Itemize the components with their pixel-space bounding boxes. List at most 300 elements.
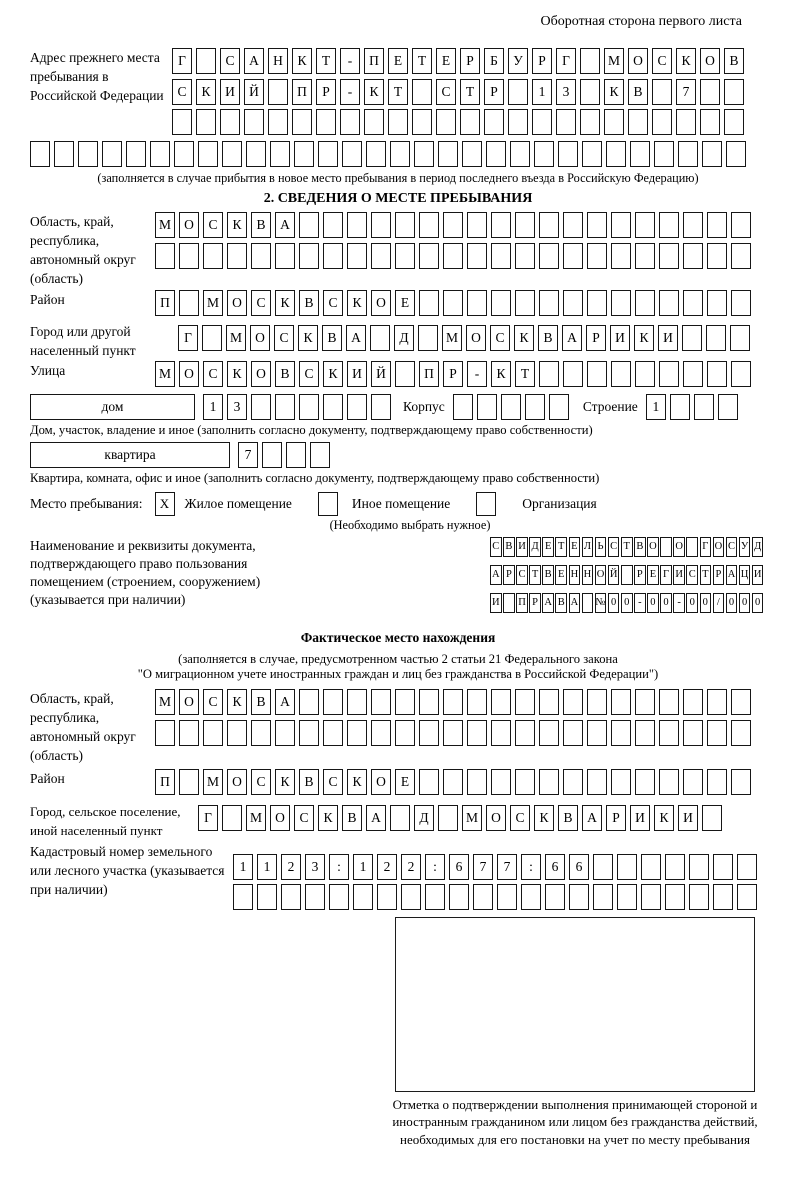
- char-cell[interactable]: К: [275, 290, 295, 316]
- char-cell[interactable]: [425, 884, 445, 910]
- char-cell[interactable]: 6: [545, 854, 565, 880]
- char-cell[interactable]: [515, 689, 535, 715]
- char-cell[interactable]: [694, 394, 714, 420]
- char-cell[interactable]: [460, 109, 480, 135]
- char-cell[interactable]: [707, 290, 727, 316]
- char-cell[interactable]: :: [521, 854, 541, 880]
- char-cell[interactable]: В: [251, 212, 271, 238]
- char-cell[interactable]: Л: [582, 537, 594, 557]
- char-cell[interactable]: [370, 325, 390, 351]
- char-cell[interactable]: Д: [414, 805, 434, 831]
- char-cell[interactable]: В: [538, 325, 558, 351]
- char-cell[interactable]: [371, 720, 391, 746]
- char-cell[interactable]: С: [251, 290, 271, 316]
- char-cell[interactable]: [604, 109, 624, 135]
- char-cell[interactable]: Р: [634, 565, 646, 585]
- char-cell[interactable]: В: [251, 689, 271, 715]
- char-cell[interactable]: С: [203, 212, 223, 238]
- char-cell[interactable]: [299, 212, 319, 238]
- char-cell[interactable]: С: [203, 689, 223, 715]
- char-cell[interactable]: №: [595, 593, 607, 613]
- char-cell[interactable]: [731, 689, 751, 715]
- char-cell[interactable]: Р: [586, 325, 606, 351]
- char-cell[interactable]: 0: [726, 593, 738, 613]
- char-cell[interactable]: С: [220, 48, 240, 74]
- char-cell[interactable]: [155, 243, 175, 269]
- char-cell[interactable]: [539, 689, 559, 715]
- char-cell[interactable]: И: [610, 325, 630, 351]
- char-cell[interactable]: С: [608, 537, 620, 557]
- char-cell[interactable]: М: [155, 361, 175, 387]
- char-cell[interactable]: -: [634, 593, 646, 613]
- char-cell[interactable]: [102, 141, 122, 167]
- char-cell[interactable]: [683, 769, 703, 795]
- char-cell[interactable]: К: [227, 361, 247, 387]
- char-cell[interactable]: [371, 243, 391, 269]
- char-cell[interactable]: [549, 394, 569, 420]
- char-cell[interactable]: [539, 212, 559, 238]
- char-cell[interactable]: [569, 884, 589, 910]
- char-cell[interactable]: К: [275, 769, 295, 795]
- char-cell[interactable]: [329, 884, 349, 910]
- char-cell[interactable]: И: [678, 805, 698, 831]
- char-cell[interactable]: Р: [443, 361, 463, 387]
- char-cell[interactable]: [275, 720, 295, 746]
- char-cell[interactable]: [539, 290, 559, 316]
- char-cell[interactable]: [731, 212, 751, 238]
- char-cell[interactable]: [323, 243, 343, 269]
- char-cell[interactable]: М: [226, 325, 246, 351]
- char-cell[interactable]: С: [726, 537, 738, 557]
- char-cell[interactable]: 7: [676, 79, 696, 105]
- char-cell[interactable]: [419, 769, 439, 795]
- char-cell[interactable]: [731, 290, 751, 316]
- char-cell[interactable]: [179, 720, 199, 746]
- char-cell[interactable]: [246, 141, 266, 167]
- char-cell[interactable]: А: [726, 565, 738, 585]
- cadastral-row-2[interactable]: [233, 884, 757, 910]
- char-cell[interactable]: 7: [238, 442, 258, 468]
- char-cell[interactable]: [659, 769, 679, 795]
- char-cell[interactable]: [203, 720, 223, 746]
- char-cell[interactable]: [563, 720, 583, 746]
- char-cell[interactable]: :: [329, 854, 349, 880]
- char-cell[interactable]: К: [364, 79, 384, 105]
- char-cell[interactable]: П: [364, 48, 384, 74]
- char-cell[interactable]: [593, 854, 613, 880]
- char-cell[interactable]: С: [323, 290, 343, 316]
- char-cell[interactable]: [257, 884, 277, 910]
- char-cell[interactable]: А: [490, 565, 502, 585]
- char-cell[interactable]: [737, 854, 757, 880]
- char-cell[interactable]: Т: [515, 361, 535, 387]
- char-cell[interactable]: [556, 109, 576, 135]
- char-cell[interactable]: С: [294, 805, 314, 831]
- char-cell[interactable]: [462, 141, 482, 167]
- char-cell[interactable]: П: [292, 79, 312, 105]
- char-cell[interactable]: [539, 769, 559, 795]
- char-cell[interactable]: 0: [660, 593, 672, 613]
- char-cell[interactable]: [227, 720, 247, 746]
- char-cell[interactable]: И: [490, 593, 502, 613]
- char-cell[interactable]: [484, 109, 504, 135]
- char-cell[interactable]: [299, 720, 319, 746]
- char-cell[interactable]: [731, 720, 751, 746]
- char-cell[interactable]: Н: [569, 565, 581, 585]
- char-cell[interactable]: Т: [388, 79, 408, 105]
- char-cell[interactable]: [491, 243, 511, 269]
- char-cell[interactable]: [683, 361, 703, 387]
- prev-address-row-2[interactable]: [172, 79, 766, 105]
- char-cell[interactable]: Й: [371, 361, 391, 387]
- actual-district-row[interactable]: [155, 769, 751, 795]
- char-cell[interactable]: [724, 79, 744, 105]
- char-cell[interactable]: П: [419, 361, 439, 387]
- char-cell[interactable]: [418, 325, 438, 351]
- char-cell[interactable]: [347, 212, 367, 238]
- char-cell[interactable]: Б: [484, 48, 504, 74]
- actual-city-row[interactable]: [198, 805, 722, 836]
- char-cell[interactable]: Е: [388, 48, 408, 74]
- char-cell[interactable]: 2: [377, 854, 397, 880]
- char-cell[interactable]: -: [467, 361, 487, 387]
- char-cell[interactable]: О: [371, 769, 391, 795]
- char-cell[interactable]: [689, 854, 709, 880]
- char-cell[interactable]: К: [318, 805, 338, 831]
- char-cell[interactable]: П: [155, 290, 175, 316]
- char-cell[interactable]: [310, 442, 330, 468]
- char-cell[interactable]: [222, 805, 242, 831]
- char-cell[interactable]: П: [516, 593, 528, 613]
- char-cell[interactable]: [635, 720, 655, 746]
- char-cell[interactable]: [453, 394, 473, 420]
- char-cell[interactable]: [150, 141, 170, 167]
- char-cell[interactable]: А: [275, 212, 295, 238]
- char-cell[interactable]: [262, 442, 282, 468]
- char-cell[interactable]: [587, 290, 607, 316]
- char-cell[interactable]: [371, 212, 391, 238]
- char-cell[interactable]: [515, 212, 535, 238]
- char-cell[interactable]: О: [227, 290, 247, 316]
- char-cell[interactable]: [659, 243, 679, 269]
- char-cell[interactable]: 6: [449, 854, 469, 880]
- char-cell[interactable]: [78, 141, 98, 167]
- char-cell[interactable]: И: [347, 361, 367, 387]
- char-cell[interactable]: [473, 884, 493, 910]
- char-cell[interactable]: Т: [700, 565, 712, 585]
- char-cell[interactable]: Г: [178, 325, 198, 351]
- char-cell[interactable]: [366, 141, 386, 167]
- char-cell[interactable]: Е: [542, 537, 554, 557]
- char-cell[interactable]: [713, 854, 733, 880]
- char-cell[interactable]: [202, 325, 222, 351]
- char-cell[interactable]: [443, 212, 463, 238]
- char-cell[interactable]: К: [676, 48, 696, 74]
- char-cell[interactable]: [179, 290, 199, 316]
- char-cell[interactable]: А: [569, 593, 581, 613]
- char-cell[interactable]: И: [658, 325, 678, 351]
- char-cell[interactable]: [611, 212, 631, 238]
- char-cell[interactable]: [268, 109, 288, 135]
- char-cell[interactable]: О: [628, 48, 648, 74]
- char-cell[interactable]: К: [292, 48, 312, 74]
- char-cell[interactable]: Р: [484, 79, 504, 105]
- char-cell[interactable]: Т: [621, 537, 633, 557]
- char-cell[interactable]: [486, 141, 506, 167]
- char-cell[interactable]: [676, 109, 696, 135]
- char-cell[interactable]: [521, 884, 541, 910]
- char-cell[interactable]: 2: [401, 854, 421, 880]
- char-cell[interactable]: С: [203, 361, 223, 387]
- char-cell[interactable]: [323, 689, 343, 715]
- char-cell[interactable]: [443, 243, 463, 269]
- char-cell[interactable]: 0: [647, 593, 659, 613]
- char-cell[interactable]: [275, 394, 295, 420]
- char-cell[interactable]: [347, 243, 367, 269]
- char-cell[interactable]: С: [323, 769, 343, 795]
- char-cell[interactable]: [395, 689, 415, 715]
- char-cell[interactable]: [700, 79, 720, 105]
- char-cell[interactable]: [654, 141, 674, 167]
- char-cell[interactable]: [395, 720, 415, 746]
- char-cell[interactable]: [347, 720, 367, 746]
- char-cell[interactable]: [443, 769, 463, 795]
- char-cell[interactable]: [251, 394, 271, 420]
- char-cell[interactable]: [467, 689, 487, 715]
- char-cell[interactable]: [294, 141, 314, 167]
- char-cell[interactable]: М: [203, 290, 223, 316]
- char-cell[interactable]: 6: [569, 854, 589, 880]
- char-cell[interactable]: С: [510, 805, 530, 831]
- char-cell[interactable]: В: [558, 805, 578, 831]
- prev-address-row-4[interactable]: [30, 141, 766, 167]
- char-cell[interactable]: [635, 290, 655, 316]
- char-cell[interactable]: Д: [529, 537, 541, 557]
- char-cell[interactable]: [377, 884, 397, 910]
- char-cell[interactable]: [443, 689, 463, 715]
- char-cell[interactable]: В: [628, 79, 648, 105]
- char-cell[interactable]: [390, 805, 410, 831]
- char-cell[interactable]: С: [652, 48, 672, 74]
- city-row[interactable]: [178, 325, 750, 356]
- char-cell[interactable]: [652, 79, 672, 105]
- char-cell[interactable]: Д: [394, 325, 414, 351]
- char-cell[interactable]: [347, 394, 367, 420]
- char-cell[interactable]: [731, 243, 751, 269]
- char-cell[interactable]: [233, 884, 253, 910]
- char-cell[interactable]: В: [299, 769, 319, 795]
- char-cell[interactable]: [621, 565, 633, 585]
- char-cell[interactable]: [582, 593, 594, 613]
- char-cell[interactable]: [702, 141, 722, 167]
- char-cell[interactable]: Г: [198, 805, 218, 831]
- char-cell[interactable]: [659, 212, 679, 238]
- char-cell[interactable]: 2: [281, 854, 301, 880]
- char-cell[interactable]: [172, 109, 192, 135]
- char-cell[interactable]: [580, 48, 600, 74]
- char-cell[interactable]: О: [179, 689, 199, 715]
- char-cell[interactable]: [515, 769, 535, 795]
- char-cell[interactable]: [508, 79, 528, 105]
- stroenie-cells[interactable]: [646, 394, 738, 420]
- char-cell[interactable]: Е: [395, 290, 415, 316]
- char-cell[interactable]: О: [647, 537, 659, 557]
- char-cell[interactable]: [501, 394, 521, 420]
- char-cell[interactable]: [659, 720, 679, 746]
- char-cell[interactable]: Т: [460, 79, 480, 105]
- char-cell[interactable]: [371, 689, 391, 715]
- char-cell[interactable]: В: [555, 593, 567, 613]
- char-cell[interactable]: [244, 109, 264, 135]
- char-cell[interactable]: И: [630, 805, 650, 831]
- char-cell[interactable]: [414, 141, 434, 167]
- char-cell[interactable]: [388, 109, 408, 135]
- char-cell[interactable]: [702, 805, 722, 831]
- char-cell[interactable]: Е: [647, 565, 659, 585]
- char-cell[interactable]: 1: [646, 394, 666, 420]
- char-cell[interactable]: О: [179, 212, 199, 238]
- char-cell[interactable]: К: [298, 325, 318, 351]
- char-cell[interactable]: А: [346, 325, 366, 351]
- char-cell[interactable]: [316, 109, 336, 135]
- char-cell[interactable]: [713, 884, 733, 910]
- char-cell[interactable]: Т: [529, 565, 541, 585]
- char-cell[interactable]: С: [516, 565, 528, 585]
- stay-option-zhiloe-checkbox[interactable]: X: [155, 492, 175, 516]
- actual-region-row-1[interactable]: [155, 689, 766, 715]
- stay-option-inoe-checkbox[interactable]: [318, 492, 338, 516]
- char-cell[interactable]: [683, 689, 703, 715]
- char-cell[interactable]: [611, 689, 631, 715]
- char-cell[interactable]: [449, 884, 469, 910]
- char-cell[interactable]: [126, 141, 146, 167]
- char-cell[interactable]: О: [250, 325, 270, 351]
- char-cell[interactable]: [707, 769, 727, 795]
- char-cell[interactable]: Г: [660, 565, 672, 585]
- char-cell[interactable]: [582, 141, 602, 167]
- char-cell[interactable]: У: [508, 48, 528, 74]
- char-cell[interactable]: [611, 720, 631, 746]
- char-cell[interactable]: [563, 361, 583, 387]
- char-cell[interactable]: -: [340, 48, 360, 74]
- char-cell[interactable]: [491, 689, 511, 715]
- char-cell[interactable]: С: [490, 325, 510, 351]
- char-cell[interactable]: Е: [436, 48, 456, 74]
- char-cell[interactable]: [635, 361, 655, 387]
- char-cell[interactable]: [659, 290, 679, 316]
- char-cell[interactable]: О: [270, 805, 290, 831]
- char-cell[interactable]: О: [595, 565, 607, 585]
- char-cell[interactable]: У: [739, 537, 751, 557]
- char-cell[interactable]: М: [604, 48, 624, 74]
- char-cell[interactable]: Р: [713, 565, 725, 585]
- char-cell[interactable]: 7: [473, 854, 493, 880]
- char-cell[interactable]: В: [342, 805, 362, 831]
- char-cell[interactable]: В: [322, 325, 342, 351]
- char-cell[interactable]: [443, 720, 463, 746]
- char-cell[interactable]: 3: [556, 79, 576, 105]
- char-cell[interactable]: [401, 884, 421, 910]
- char-cell[interactable]: А: [582, 805, 602, 831]
- char-cell[interactable]: [196, 48, 216, 74]
- char-cell[interactable]: О: [466, 325, 486, 351]
- char-cell[interactable]: И: [516, 537, 528, 557]
- char-cell[interactable]: [438, 141, 458, 167]
- char-cell[interactable]: [220, 109, 240, 135]
- char-cell[interactable]: 7: [497, 854, 517, 880]
- char-cell[interactable]: [503, 593, 515, 613]
- char-cell[interactable]: К: [634, 325, 654, 351]
- char-cell[interactable]: [436, 109, 456, 135]
- char-cell[interactable]: [737, 884, 757, 910]
- document-row-1[interactable]: [490, 537, 763, 557]
- char-cell[interactable]: 3: [227, 394, 247, 420]
- char-cell[interactable]: [467, 212, 487, 238]
- char-cell[interactable]: [682, 325, 702, 351]
- char-cell[interactable]: [467, 243, 487, 269]
- char-cell[interactable]: О: [673, 537, 685, 557]
- char-cell[interactable]: [467, 769, 487, 795]
- char-cell[interactable]: [412, 109, 432, 135]
- char-cell[interactable]: [292, 109, 312, 135]
- char-cell[interactable]: [299, 689, 319, 715]
- char-cell[interactable]: [563, 212, 583, 238]
- char-cell[interactable]: С: [251, 769, 271, 795]
- char-cell[interactable]: [353, 884, 373, 910]
- char-cell[interactable]: 0: [700, 593, 712, 613]
- char-cell[interactable]: [563, 769, 583, 795]
- char-cell[interactable]: [659, 689, 679, 715]
- char-cell[interactable]: К: [323, 361, 343, 387]
- char-cell[interactable]: [299, 243, 319, 269]
- char-cell[interactable]: [419, 720, 439, 746]
- char-cell[interactable]: 1: [257, 854, 277, 880]
- char-cell[interactable]: 0: [621, 593, 633, 613]
- char-cell[interactable]: [395, 243, 415, 269]
- document-row-3[interactable]: [490, 593, 763, 613]
- char-cell[interactable]: М: [246, 805, 266, 831]
- char-cell[interactable]: Р: [529, 593, 541, 613]
- char-cell[interactable]: Н: [582, 565, 594, 585]
- char-cell[interactable]: Ь: [595, 537, 607, 557]
- char-cell[interactable]: [731, 361, 751, 387]
- char-cell[interactable]: [617, 854, 637, 880]
- char-cell[interactable]: К: [196, 79, 216, 105]
- char-cell[interactable]: К: [514, 325, 534, 351]
- char-cell[interactable]: [689, 884, 709, 910]
- char-cell[interactable]: 0: [686, 593, 698, 613]
- char-cell[interactable]: [545, 884, 565, 910]
- char-cell[interactable]: 1: [233, 854, 253, 880]
- char-cell[interactable]: [635, 689, 655, 715]
- char-cell[interactable]: [587, 769, 607, 795]
- char-cell[interactable]: [700, 109, 720, 135]
- char-cell[interactable]: Т: [412, 48, 432, 74]
- char-cell[interactable]: [179, 769, 199, 795]
- char-cell[interactable]: [635, 212, 655, 238]
- char-cell[interactable]: М: [155, 689, 175, 715]
- char-cell[interactable]: [539, 720, 559, 746]
- char-cell[interactable]: [347, 689, 367, 715]
- char-cell[interactable]: [665, 854, 685, 880]
- char-cell[interactable]: [683, 212, 703, 238]
- char-cell[interactable]: [731, 769, 751, 795]
- char-cell[interactable]: [707, 212, 727, 238]
- char-cell[interactable]: Г: [172, 48, 192, 74]
- char-cell[interactable]: А: [366, 805, 386, 831]
- char-cell[interactable]: [286, 442, 306, 468]
- char-cell[interactable]: С: [490, 537, 502, 557]
